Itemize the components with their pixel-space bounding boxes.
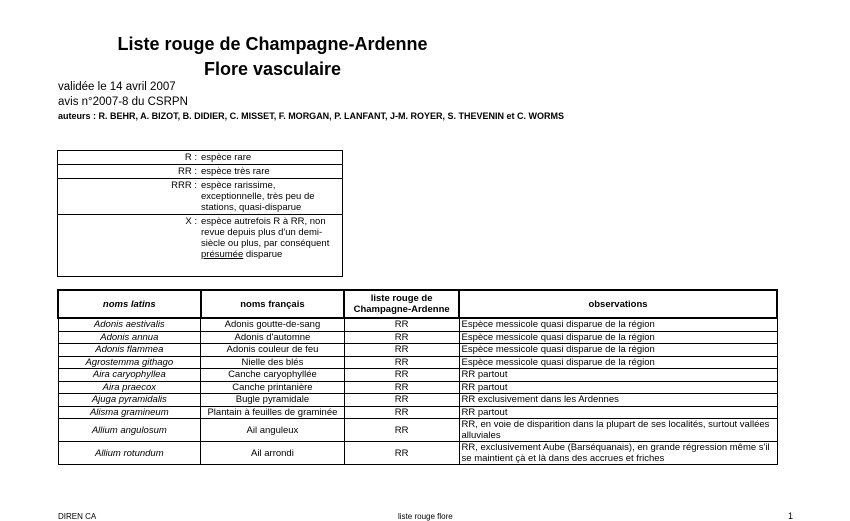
cell-latin: Allium rotundum <box>58 442 201 465</box>
legend-code: R : <box>184 152 197 163</box>
cell-french: Bugle pyramidale <box>201 394 345 407</box>
legend-desc: espèce très rare <box>201 166 270 177</box>
col-header-red-list: liste rouge de Champagne-Ardenne <box>344 290 459 318</box>
cell-french: Adonis d'automne <box>201 331 345 344</box>
table-row <box>58 394 777 407</box>
legend-desc: espèce rare <box>201 152 252 163</box>
cell-status: RR <box>344 394 459 407</box>
cell-latin: Adonis annua <box>58 331 201 344</box>
legend-item-r <box>58 151 342 165</box>
legend-desc-part: espèce autrefois R à RR, non revue depuis plus d'un demi-siècle ou plus, par conséquent <box>201 216 330 249</box>
legend-item-rrr <box>58 179 342 215</box>
legend-desc-part: disparue <box>243 249 283 260</box>
cell-status: RR <box>344 381 459 394</box>
cell-french: Canche printanière <box>201 381 345 394</box>
cell-latin: Adonis aestivalis <box>58 318 201 331</box>
legend-item-rr <box>58 165 342 179</box>
col-header-french: noms français <box>201 290 345 318</box>
cell-latin: Alisma gramineum <box>58 406 201 419</box>
cell-status: RR <box>344 344 459 357</box>
table-row <box>58 442 777 465</box>
cell-observation: RR, exclusivement Aube (Barséquanais), en grande régression même s'il se maintient çà et là dans des accrues et friches <box>459 442 777 465</box>
cell-french: Plantain à feuilles de graminée <box>201 406 345 419</box>
legend-desc: espèce rarissime, exceptionnelle, très peu de stations, quasi-disparue <box>201 180 315 213</box>
cell-observation: RR, en voie de disparition dans la plupart de ses localités, surtout vallées alluviales <box>459 419 777 442</box>
cell-french: Adonis couleur de feu <box>201 344 345 357</box>
table-row <box>58 369 777 382</box>
cell-status: RR <box>344 369 459 382</box>
cell-french: Nielle des blés <box>201 356 345 369</box>
cell-observation: Espèce messicole quasi disparue de la région <box>459 356 777 369</box>
cell-latin: Adonis flammea <box>58 344 201 357</box>
cell-status: RR <box>344 331 459 344</box>
cell-french: Canche caryophyllée <box>201 369 345 382</box>
table-row <box>58 344 777 357</box>
table-row <box>58 381 777 394</box>
table-row <box>58 419 777 442</box>
cell-status: RR <box>344 442 459 465</box>
cell-observation: Espèce messicole quasi disparue de la région <box>459 318 777 331</box>
legend-desc <box>201 215 331 261</box>
cell-latin: Allium angulosum <box>58 419 201 442</box>
avis-number: avis n°2007-8 du CSRPN <box>58 96 188 108</box>
table-row <box>58 356 777 369</box>
cell-latin: Ajuga pyramidalis <box>58 394 201 407</box>
cell-french: Ail anguleux <box>201 419 345 442</box>
authors-line: auteurs : R. BEHR, A. BIZOT, B. DIDIER, C. MISSET, F. MORGAN, P. LANFANT, J-M. ROYER, S. THEVENIN et C. WORMS <box>58 111 565 121</box>
legend-box <box>57 150 343 277</box>
page-subtitle: Flore vasculaire <box>203 59 342 79</box>
cell-french: Ail arrondi <box>201 442 345 465</box>
cell-latin: Aira praecox <box>58 381 201 394</box>
legend-item-x <box>58 215 342 261</box>
cell-french: Adonis goutte-de-sang <box>201 318 345 331</box>
footer-source: DIREN CA <box>58 512 97 521</box>
validation-date: validée le 14 avril 2007 <box>58 81 176 93</box>
cell-status: RR <box>344 356 459 369</box>
cell-status: RR <box>344 419 459 442</box>
col-header-latin: noms latins <box>58 290 201 318</box>
red-list-table <box>57 289 778 465</box>
table-row <box>58 331 777 344</box>
page-title: Liste rouge de Champagne-Ardenne <box>117 34 428 54</box>
cell-observation: Espèce messicole quasi disparue de la région <box>459 331 777 344</box>
cell-observation: Espèce messicole quasi disparue de la région <box>459 344 777 357</box>
legend-code: X : <box>185 216 197 227</box>
col-header-observations: observations <box>459 290 777 318</box>
cell-observation: RR partout <box>459 406 777 419</box>
page-number: 1 <box>788 511 794 521</box>
legend-code: RRR : <box>171 180 197 191</box>
footer-title: liste rouge flore <box>398 512 453 521</box>
cell-observation: RR partout <box>459 369 777 382</box>
cell-observation: RR partout <box>459 381 777 394</box>
cell-observation: RR exclusivement dans les Ardennes <box>459 394 777 407</box>
cell-status: RR <box>344 318 459 331</box>
table-row <box>58 318 777 331</box>
cell-status: RR <box>344 406 459 419</box>
legend-code: RR : <box>178 166 197 177</box>
legend-desc-underlined: présumée <box>201 249 244 260</box>
cell-latin: Agrostemma githago <box>58 356 201 369</box>
table-row <box>58 406 777 419</box>
table-header-row <box>58 290 777 318</box>
cell-latin: Aira caryophyllea <box>58 369 201 382</box>
